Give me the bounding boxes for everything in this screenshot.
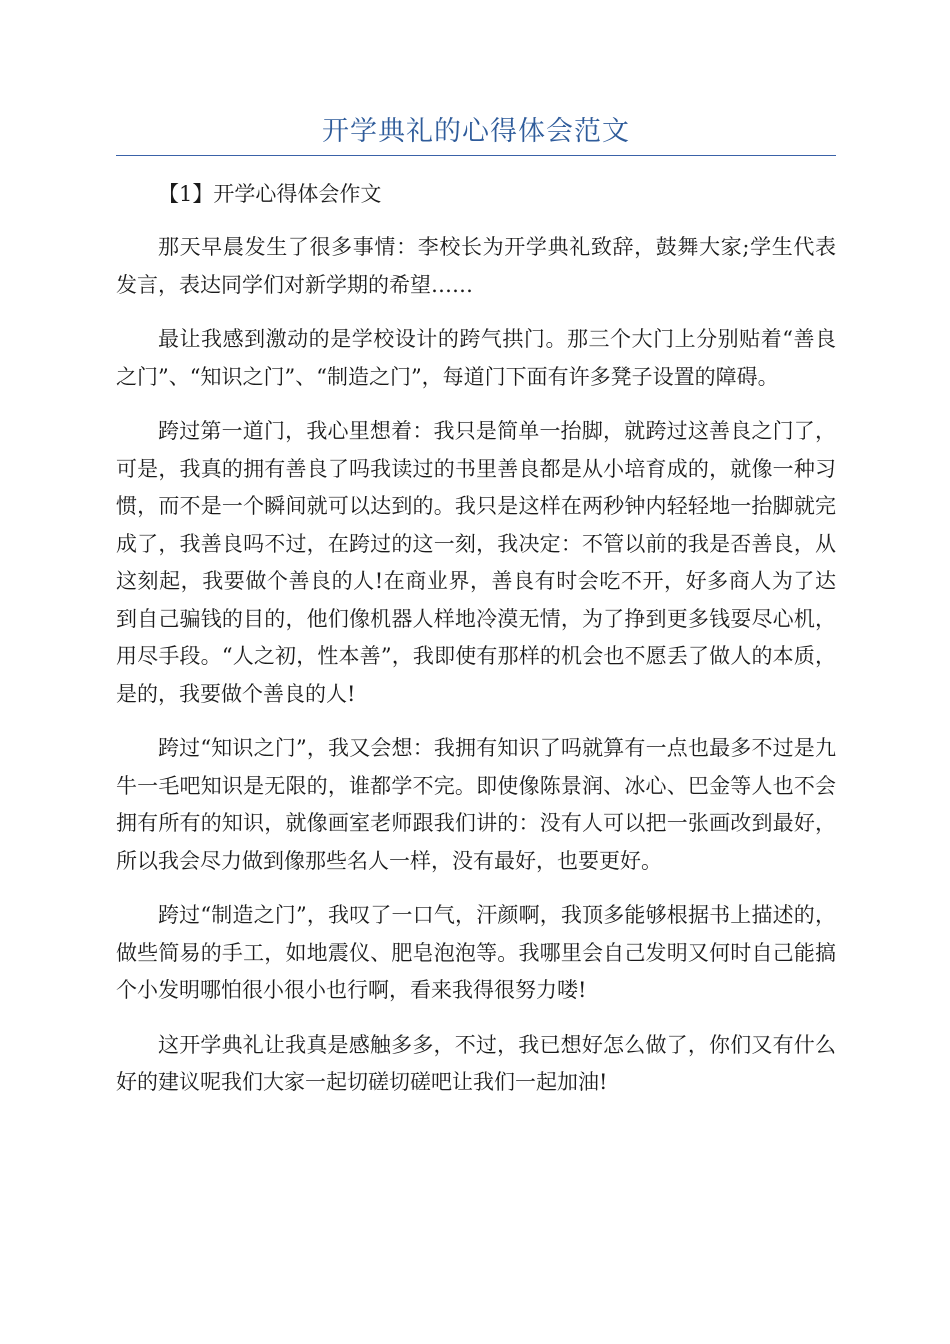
document-title: 开学典礼的心得体会范文 [322,116,630,147]
paragraph: 最让我感到激动的是学校设计的跨气拱门。那三个大门上分别贴着“善良之门”、“知识之门”、“制造之门”，每道门下面有许多凳子设置的障碍。 [116,327,836,389]
document-page [116,110,836,1102]
paragraph: 跨过“知识之门”，我又会想：我拥有知识了吗就算有一点也最多不过是九牛一毛吧知识是无限的，谁都学不完。即使像陈景润、冰心、巴金等人也不会拥有所有的知识，就像画室老师跟我们讲的：没有人可以把一张画改到最好，所以我会尽力做到像那些名人一样，没有最好，也要更好。 [116,736,836,873]
paragraph: 跨过第一道门，我心里想着：我只是简单一抬脚，就跨过这善良之门了，可是，我真的拥有善良了吗我读过的书里善良都是从小培育成的，就像一种习惯，而不是一个瞬间就可以达到的。我只是这样在两秒钟内轻轻地一抬脚就完成了，我善良吗不过，在跨过的这一刻，我决定：不管以前的我是否善良，从这刻起，我要做个善良的人!在商业界，善良有时会吃不开，好多商人为了达到自己骗钱的目的，他们像机器人样地冷漠无情，为了挣到更多钱耍尽心机，用尽手段。“人之初，性本善”，我即使有那样的机会也不愿丢了做人的本质，是的，我要做个善良的人! [116,419,836,706]
section-heading: 【1】开学心得体会作文 [158,182,382,206]
paragraph: 这开学典礼让我真是感触多多，不过，我已想好怎么做了，你们又有什么好的建议呢我们大家一起切磋切磋吧让我们一起加油! [116,1032,836,1094]
title-underline [116,155,836,156]
paragraph: 跨过“制造之门”，我叹了一口气，汗颜啊，我顶多能够根据书上描述的，做些简易的手工，如地震仪、肥皂泡泡等。我哪里会自己发明又何时自己能搞个小发明哪怕很小很小也行啊，看来我得很努力喽! [116,903,836,1002]
paragraph: 那天早晨发生了很多事情：李校长为开学典礼致辞，鼓舞大家;学生代表发言，表达同学们对新学期的希望…… [116,235,836,297]
